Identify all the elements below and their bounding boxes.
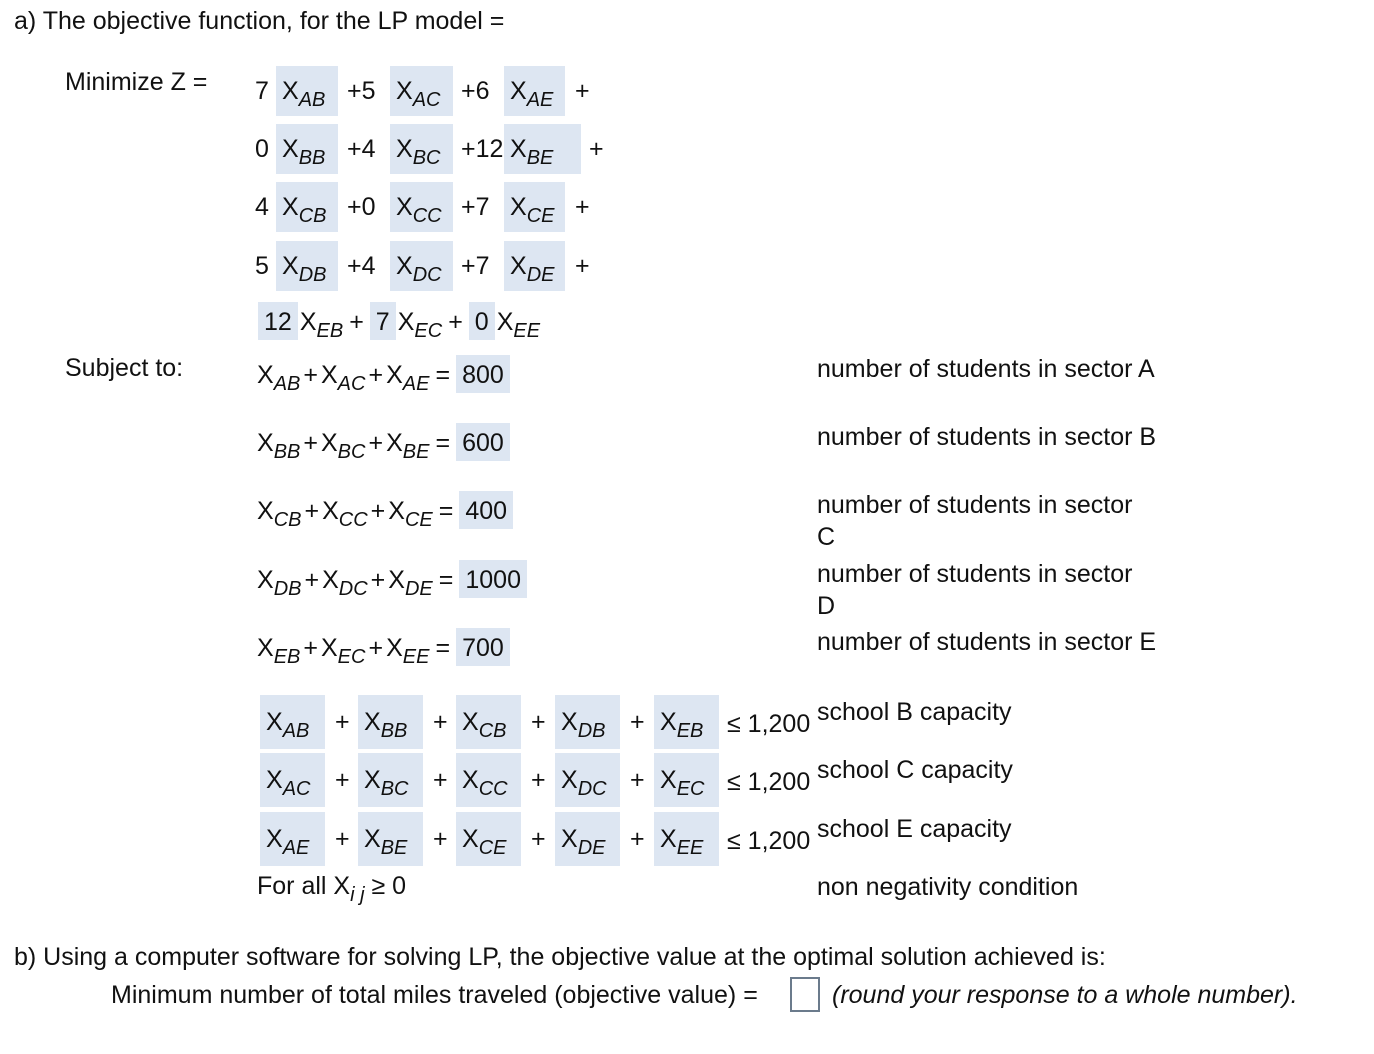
plus-sign: + [368, 429, 384, 457]
objective-coefficient: 0 [255, 135, 269, 163]
objective-coefficient: +4 [347, 135, 376, 163]
sector-constraint-row [257, 628, 510, 668]
capacity-term [555, 753, 620, 807]
variable-symbol: X [386, 429, 403, 457]
variable-symbol: X [510, 193, 527, 221]
capacity-note: school B capacity [817, 698, 1012, 726]
objective-coefficient: +5 [347, 77, 376, 105]
variable-symbol: X [462, 825, 479, 853]
constraint-rhs: 1000 [459, 560, 527, 598]
variable-subscript: EB [273, 646, 301, 668]
rounding-hint: (round your response to a whole number). [832, 981, 1298, 1009]
capacity-term [358, 695, 423, 749]
objective-term [390, 182, 453, 232]
objective-term [504, 241, 565, 291]
objective-term [276, 66, 338, 116]
capacity-term [555, 695, 620, 749]
objective-coefficient: +4 [347, 252, 376, 280]
variable-subscript: CC [412, 205, 442, 227]
capacity-rhs: ≤ 1,200 [727, 827, 811, 855]
variable-symbol: X [266, 825, 283, 853]
variable-symbol: X [257, 361, 274, 389]
objective-coefficient: +7 [461, 193, 490, 221]
objective-coefficient: +7 [461, 252, 490, 280]
plus-sign: + [303, 634, 318, 662]
capacity-term [555, 812, 620, 866]
variable-symbol: X [561, 766, 578, 794]
objective-coefficient: +0 [347, 193, 376, 221]
variable-subscript: CE [478, 837, 507, 859]
variable-symbol: X [510, 252, 527, 280]
variable-symbol: X [396, 193, 413, 221]
constraint-note: number of students in sector E [817, 628, 1157, 656]
plus-sign: + [368, 361, 384, 389]
variable-subscript: BE [380, 837, 408, 859]
variable-subscript: CE [526, 205, 555, 227]
variable-subscript: CC [338, 509, 368, 531]
plus-sign: + [589, 135, 604, 163]
variable-symbol: X [320, 429, 338, 457]
equals-sign: = [438, 566, 454, 594]
variable-subscript: BE [402, 441, 430, 463]
constraint-note: number of students in sector A [817, 355, 1155, 383]
plus-sign: + [370, 497, 386, 525]
objective-coefficient: 12 [258, 302, 298, 340]
variable-subscript: CB [478, 720, 507, 742]
objective-term [504, 66, 565, 116]
constraint-variable [257, 361, 301, 395]
capacity-term [456, 753, 521, 807]
variable-symbol: X [397, 308, 415, 336]
variable-symbol: X [364, 708, 381, 736]
variable-symbol: X [561, 825, 578, 853]
objective-coefficient: 4 [255, 193, 269, 221]
variable-symbol: X [266, 766, 283, 794]
plus-sign: + [335, 766, 350, 794]
objective-coefficient: 0 [469, 302, 495, 340]
variable-subscript: AE [282, 837, 310, 859]
plus-sign: + [630, 825, 645, 853]
variable-subscript: AB [282, 720, 310, 742]
variable-symbol: X [396, 135, 413, 163]
variable-subscript: BB [273, 441, 301, 463]
constraint-variable [386, 429, 430, 463]
plus-sign: + [531, 766, 546, 794]
constraint-variable [320, 361, 366, 395]
variable-subscript: BC [380, 778, 409, 800]
plus-sign: + [630, 766, 645, 794]
objective-value-input[interactable] [790, 977, 820, 1012]
variable-symbol: X [388, 497, 405, 525]
objective-coefficient: 5 [255, 252, 269, 280]
objective-term [504, 182, 565, 232]
capacity-term [456, 812, 521, 866]
plus-sign: + [448, 308, 463, 336]
variable-subscript: EE [402, 646, 430, 668]
subject-to-label: Subject to: [65, 354, 184, 382]
capacity-term [260, 812, 325, 866]
capacity-term [260, 753, 325, 807]
capacity-note: school C capacity [817, 756, 1013, 784]
nonnegativity-condition [257, 871, 407, 906]
variable-subscript: CE [404, 509, 433, 531]
nonnegativity-note: non negativity condition [817, 873, 1079, 901]
variable-symbol: X [462, 766, 479, 794]
variable-symbol: X [364, 825, 381, 853]
variable-subscript: EC [337, 646, 366, 668]
capacity-rhs: ≤ 1,200 [727, 768, 811, 796]
constraint-variable [386, 361, 430, 395]
constraint-rhs: 800 [456, 355, 510, 393]
capacity-term [358, 753, 423, 807]
sector-constraint-row [257, 491, 513, 531]
constraint-variable [388, 497, 433, 531]
plus-sign: + [531, 708, 546, 736]
plus-sign: + [370, 566, 386, 594]
variable-symbol: X [462, 708, 479, 736]
variable-symbol: X [257, 497, 274, 525]
objective-coefficient: 7 [370, 302, 396, 340]
part-a-title: a) The objective function, for the LP model = [14, 7, 505, 35]
variable-subscript: BB [298, 147, 326, 169]
sector-constraint-row [257, 423, 510, 463]
variable-subscript: EC [676, 778, 705, 800]
nonneg-suffix: ≥ 0 [371, 872, 407, 900]
capacity-term [654, 695, 719, 749]
variable-subscript: AB [273, 373, 301, 395]
variable-subscript: CB [273, 509, 302, 531]
plus-sign: + [433, 766, 448, 794]
variable-subscript: EB [316, 320, 344, 342]
objective-variable [496, 308, 541, 342]
constraint-variable [257, 429, 301, 463]
variable-symbol: X [388, 566, 405, 594]
capacity-term [654, 812, 719, 866]
constraint-rhs: 600 [456, 423, 510, 461]
objective-last-row [258, 302, 540, 342]
nonneg-subscript: i j [350, 884, 365, 906]
variable-subscript: AE [526, 89, 554, 111]
part-b-question: b) Using a computer software for solving LP, the objective value at the optimal solution achieved is: [14, 943, 1106, 971]
variable-symbol: X [320, 361, 338, 389]
variable-symbol: X [496, 308, 514, 336]
plus-sign: + [575, 252, 590, 280]
variable-symbol: X [320, 634, 338, 662]
objective-term [390, 66, 453, 116]
equals-sign: = [435, 429, 451, 457]
variable-subscript: EB [676, 720, 704, 742]
capacity-term [456, 695, 521, 749]
plus-sign: + [575, 193, 590, 221]
constraint-variable [388, 566, 433, 600]
objective-term [276, 124, 338, 174]
variable-symbol: X [396, 77, 413, 105]
plus-sign: + [531, 825, 546, 853]
plus-sign: + [335, 825, 350, 853]
variable-subscript: DB [577, 720, 606, 742]
variable-symbol: X [510, 135, 527, 163]
variable-subscript: DC [577, 778, 607, 800]
variable-subscript: EE [513, 320, 541, 342]
variable-subscript: DE [577, 837, 606, 859]
variable-symbol: X [282, 193, 299, 221]
variable-subscript: DB [273, 578, 302, 600]
variable-symbol: X [299, 308, 317, 336]
variable-subscript: EE [676, 837, 704, 859]
objective-coefficient: +12 [461, 135, 504, 163]
variable-subscript: BB [380, 720, 408, 742]
equals-sign: = [435, 634, 451, 662]
variable-subscript: DB [298, 264, 327, 286]
objective-coefficient: +6 [461, 77, 490, 105]
variable-subscript: AE [402, 373, 430, 395]
equals-sign: = [435, 361, 451, 389]
variable-symbol: X [257, 566, 274, 594]
variable-subscript: EC [414, 320, 443, 342]
objective-term [390, 124, 453, 174]
answer-label: Minimum number of total miles traveled (objective value) = [111, 981, 758, 1009]
constraint-rhs: 400 [459, 491, 513, 529]
objective-coefficient: 7 [255, 77, 269, 105]
objective-term [276, 182, 338, 232]
capacity-term [358, 812, 423, 866]
constraint-rhs: 700 [456, 628, 510, 666]
plus-sign: + [335, 708, 350, 736]
variable-subscript: DC [338, 578, 368, 600]
plus-sign: + [433, 825, 448, 853]
variable-subscript: DE [526, 264, 555, 286]
plus-sign: + [433, 708, 448, 736]
variable-symbol: X [660, 766, 677, 794]
variable-symbol: X [257, 634, 274, 662]
variable-symbol: X [282, 77, 299, 105]
objective-variable [397, 308, 443, 342]
sector-constraint-row [257, 560, 527, 600]
variable-symbol: X [266, 708, 283, 736]
capacity-term [654, 753, 719, 807]
plus-sign: + [303, 361, 318, 389]
plus-sign: + [349, 308, 364, 336]
equals-sign: = [438, 497, 454, 525]
capacity-term [260, 695, 325, 749]
nonneg-prefix: For all X [257, 872, 351, 900]
constraint-variable [320, 634, 366, 668]
capacity-rhs: ≤ 1,200 [727, 710, 811, 738]
variable-symbol: X [282, 135, 299, 163]
variable-symbol: X [257, 429, 274, 457]
variable-symbol: X [322, 497, 339, 525]
variable-subscript: CC [478, 778, 508, 800]
plus-sign: + [630, 708, 645, 736]
variable-subscript: CB [298, 205, 327, 227]
objective-term [276, 241, 338, 291]
variable-subscript: AB [298, 89, 326, 111]
constraint-variable [386, 634, 430, 668]
variable-symbol: X [322, 566, 339, 594]
plus-sign: + [575, 77, 590, 105]
variable-subscript: AC [282, 778, 311, 800]
variable-subscript: BE [526, 147, 554, 169]
plus-sign: + [304, 497, 320, 525]
variable-subscript: AC [337, 373, 366, 395]
variable-symbol: X [660, 825, 677, 853]
constraint-variable [320, 429, 366, 463]
plus-sign: + [303, 429, 318, 457]
sector-constraint-row [257, 355, 510, 395]
variable-symbol: X [660, 708, 677, 736]
variable-symbol: X [396, 252, 413, 280]
plus-sign: + [304, 566, 320, 594]
variable-subscript: DE [404, 578, 433, 600]
variable-symbol: X [561, 708, 578, 736]
variable-symbol: X [386, 634, 403, 662]
constraint-variable [257, 634, 301, 668]
plus-sign: + [368, 634, 384, 662]
constraint-note: number of students in sector D [817, 560, 1133, 620]
objective-variable [299, 308, 344, 342]
minimize-label: Minimize Z = [65, 68, 208, 96]
constraint-variable [322, 566, 368, 600]
constraint-variable [322, 497, 368, 531]
constraint-variable [257, 566, 302, 600]
variable-subscript: AC [412, 89, 441, 111]
constraint-variable [257, 497, 302, 531]
variable-symbol: X [364, 766, 381, 794]
objective-term [504, 124, 581, 174]
variable-symbol: X [510, 77, 527, 105]
variable-symbol: X [282, 252, 299, 280]
variable-subscript: BC [412, 147, 441, 169]
objective-term [390, 241, 453, 291]
variable-symbol: X [386, 361, 403, 389]
variable-subscript: BC [337, 441, 366, 463]
constraint-note: number of students in sector B [817, 423, 1157, 451]
variable-subscript: DC [412, 264, 442, 286]
capacity-note: school E capacity [817, 815, 1012, 843]
constraint-note: number of students in sector C [817, 491, 1133, 551]
